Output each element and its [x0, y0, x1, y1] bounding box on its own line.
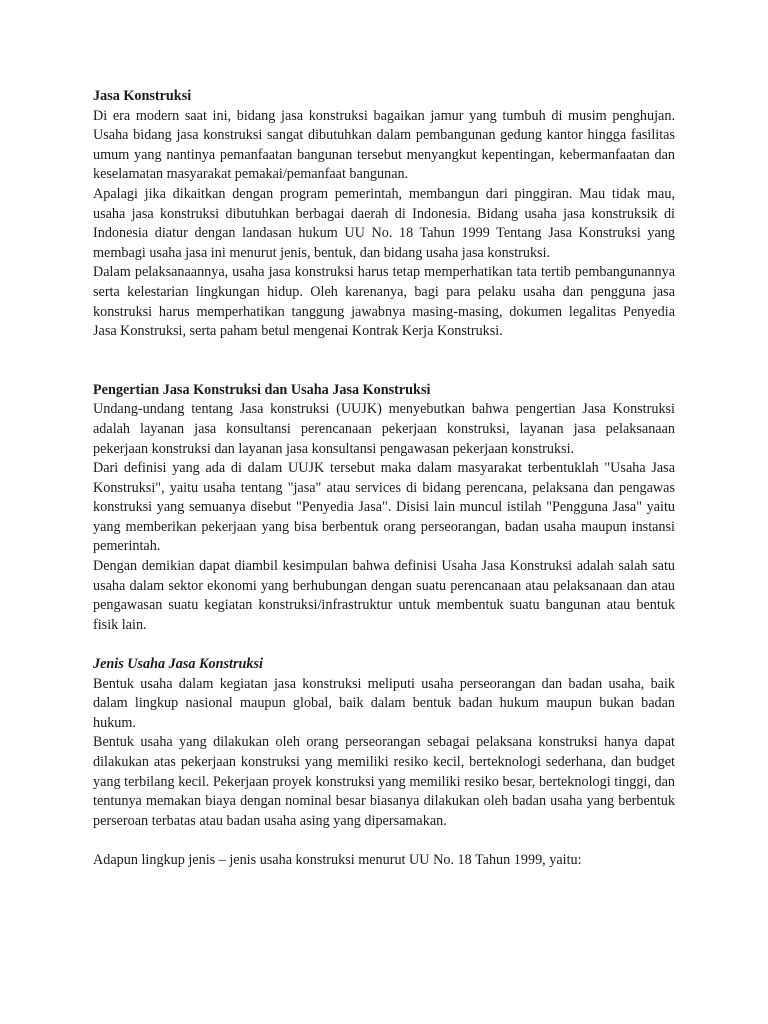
section-heading-jenis-usaha: Jenis Usaha Jasa Konstruksi	[93, 655, 263, 672]
paragraph: Bentuk usaha yang dilakukan oleh orang perseorangan sebagai pelaksana konstruksi hanya dapat dilakukan atas pekerjaan konstruksi yang memiliki resiko kecil, berteknologi sederhana, dan budget yang terbilang kecil. Pekerjaan proyek konstruksi yang memiliki resiko besar, berteknologi tinggi, dan tentunya memakan biaya dengan nominal besar biasanya dilakukan oleh badan usaha yang berbentuk perseroan terbatas atau badan usaha asing yang dipersamakan.	[93, 734, 675, 829]
section-spacer	[93, 831, 675, 851]
paragraph: Di era modern saat ini, bidang jasa konstruksi bagaikan jamur yang tumbuh di musim penghujan. Usaha bidang jasa konstruksi sangat dibutuhkan dalam pembangunan gedung kantor hingga fasilitas umum yang nantinya pemanfaatan bangunan tersebut menyangkut kepentingan, kebermanfaatan dan keselamatan masyarakat pemakai/pemanfaat bangunan.	[93, 107, 675, 183]
document-page	[93, 87, 675, 870]
section-spacer	[93, 635, 675, 655]
section-heading-pengertian: Pengertian Jasa Konstruksi dan Usaha Jasa Konstruksi	[93, 381, 431, 398]
paragraph: Dengan demikian dapat diambil kesimpulan bahwa definisi Usaha Jasa Konstruksi adalah salah satu usaha dalam sektor ekonomi yang berhubungan dengan suatu perencanaan atau pelaksanaan dan atau pengawasan suatu kegiatan konstruksi/infrastruktur untuk membentuk suatu bangunan atau bentuk fisik lain.	[93, 558, 675, 633]
paragraph: Apalagi jika dikaitkan dengan program pemerintah, membangun dari pinggiran. Mau tidak mau, usaha jasa konstruksi dibutuhkan berbagai daerah di Indonesia. Bidang usaha jasa konstruksik di Indonesia diatur dengan landasan hukum UU No. 18 Tahun 1999 Tentang Jasa Konstruksi yang membagi usaha jasa ini menurut jenis, bentuk, dan bidang usaha jasa konstruksi.	[93, 185, 675, 261]
paragraph: Dari definisi yang ada di dalam UUJK tersebut maka dalam masyarakat terbentuklah "Usaha Jasa Konstruksi", yaitu usaha tentang "jasa" atau services di bidang perencana, pelaksana dan pengawas konstruksi yang semuanya disebut "Penyedia Jasa". Disisi lain muncul istilah "Pengguna Jasa" yaitu yang memberikan pekerjaan yang bisa berbentuk orang perseorangan, badan usaha maupun instansi pemerintah.	[93, 460, 675, 555]
paragraph: Bentuk usaha dalam kegiatan jasa konstruksi meliputi usaha perseorangan dan badan usaha, baik dalam lingkup nasional maupun global, baik dalam bentuk badan hukum maupun bukan badan hukum.	[93, 675, 675, 731]
section-heading-jasa-konstruksi: Jasa Konstruksi	[93, 88, 192, 104]
closing-paragraph: Adapun lingkup jenis – jenis usaha konstruksi menurut UU No. 18 Tahun 1999, yaitu:	[93, 851, 582, 868]
paragraph: Dalam pelaksanaannya, usaha jasa konstruksi harus tetap memperhatikan tata tertib pembangunannya serta kelestarian lingkungan hidup. Oleh karenanya, bagi para pelaku usaha dan pengguna jasa konstruksi harus memperhatikan tanggung jawabnya masing-masing, dokumen legalitas Penyedia Jasa Konstruksi, serta paham betul mengenai Kontrak Kerja Konstruksi.	[93, 264, 675, 340]
paragraph: Undang-undang tentang Jasa konstruksi (UUJK) menyebutkan bahwa pengertian Jasa Konstruksi adalah layanan jasa konsultansi perencanaan pekerjaan konstruksi, layanan jasa pelaksanaan pekerjaan konstruksi dan layanan jasa konsultansi pengawasan pekerjaan konstruksi.	[93, 401, 675, 457]
section-spacer	[93, 342, 675, 381]
